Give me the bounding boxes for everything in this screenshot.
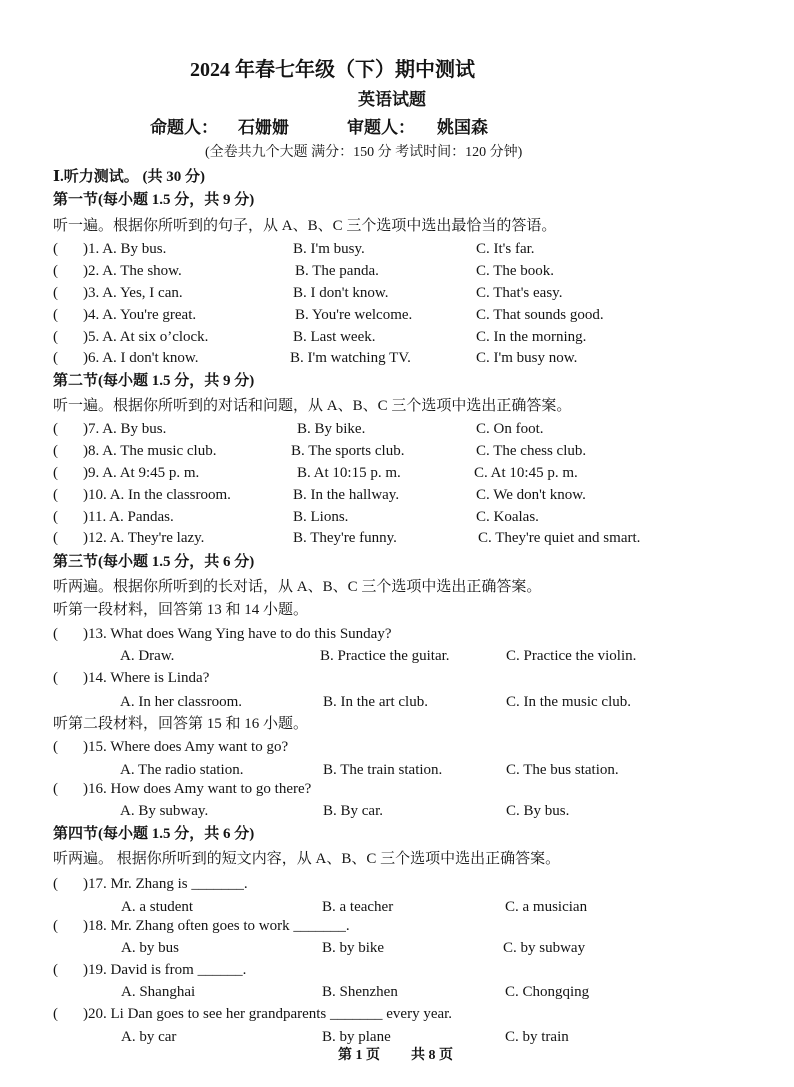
option-b: B. I'm busy. [293,241,365,257]
answer-bracket-open: ( [53,1006,58,1022]
question-stem [83,239,166,259]
option-a: A. Draw. [120,648,175,664]
answer-bracket-open: ( [53,876,58,892]
answer-bracket-open: ( [53,263,58,279]
answer-bracket-close: ) [83,1006,88,1022]
question-row [0,528,794,548]
question-number: 12. [88,530,107,546]
question-number: 6. [88,350,100,366]
answer-bracket-open: ( [53,626,58,642]
question-row [0,668,794,688]
question-row [0,419,794,439]
question-stem [83,507,174,527]
answer-bracket-close: ) [83,626,88,642]
question-stem [83,441,216,461]
question-row [0,1004,794,1024]
instruction-line [0,396,794,416]
question-row [0,779,794,799]
answer-bracket-close: ) [83,241,88,257]
question-stem [83,960,246,980]
option-a: A. Yes, I can. [102,285,183,301]
answer-bracket-close: ) [83,876,88,892]
question-stem [83,916,350,936]
option-a: A. By bus. [102,421,167,437]
section-instruction: 听一遍。根据你所听到的句子，从 A、B、C 三个选项中选出最恰当的答语。 [53,218,557,234]
option-a: A. The show. [102,263,182,279]
question-row [0,348,794,368]
option-b: B. In the art club. [323,694,428,710]
option-a: A. The radio station. [120,762,244,778]
answer-bracket-open: ( [53,241,58,257]
question-text: Li Dan goes to see her grandparents _______ every year. [110,1006,453,1022]
option-b: B. The train station. [323,762,443,778]
option-c: C. That sounds good. [476,307,604,323]
part-heading-line [0,167,794,187]
question-row [0,624,794,644]
option-b: B. You're welcome. [295,307,413,323]
option-b: B. I don't know. [293,285,389,301]
part-heading: Ⅰ.听力测试。 (共 30 分) [53,169,206,185]
option-c: C. By bus. [506,803,570,819]
question-stem [83,624,391,644]
exam-info-line [0,143,794,163]
option-c: C. In the music club. [506,694,631,710]
instruction-line [0,577,794,597]
question-stem [83,1004,452,1024]
answer-bracket-open: ( [53,329,58,345]
question-stem [83,668,209,688]
question-number: 11. [88,509,107,525]
option-c: C. The book. [476,263,555,279]
question-stem [83,874,248,894]
question-number: 20. [88,1006,107,1022]
answer-bracket-close: ) [83,285,88,301]
answer-bracket-open: ( [53,465,58,481]
option-b: B. I'm watching TV. [290,350,411,366]
option-a: A. You're great. [102,307,197,323]
question-row [0,283,794,303]
section-heading-line [0,371,794,391]
answer-bracket-close: ) [83,263,88,279]
answer-bracket-close: ) [83,307,88,323]
page-total: 共 8 页 [411,1048,453,1063]
answer-bracket-open: ( [53,918,58,934]
section-instruction: 听两遍。根据你所听到的长对话，从 A、B、C 三个选项中选出正确答案。 [53,579,542,595]
option-b: B. Shenzhen [322,984,398,1000]
answer-bracket-close: ) [83,962,88,978]
question-text: Mr. Zhang is _______. [110,876,248,892]
section-heading: 第二节(每小题 1.5 分，共 9 分) [53,373,255,389]
question-stem [83,463,199,483]
option-a: A. By bus. [102,241,167,257]
exam-title: 2024 年春七年级（下）期中测试 [190,59,475,81]
answer-bracket-close: ) [83,739,88,755]
option-b: B. By car. [323,803,383,819]
option-c: C. In the morning. [476,329,587,345]
question-number: 5. [88,329,100,345]
exam-subtitle: 英语试题 [358,90,426,109]
question-stem [83,779,311,799]
question-text: How does Amy want to go there? [110,781,312,797]
question-number: 1. [88,241,100,257]
setter-name: 石姗姗 [238,118,289,137]
option-a: A. Pandas. [109,509,174,525]
question-stem [83,419,166,439]
option-c: C. a musician [505,899,588,915]
exam-title-line [0,57,794,83]
answer-bracket-open: ( [53,285,58,301]
section-heading: 第一节(每小题 1.5 分，共 9 分) [53,192,255,208]
answer-bracket-open: ( [53,530,58,546]
option-b: B. Practice the guitar. [320,648,450,664]
answer-bracket-close: ) [83,329,88,345]
question-text: Where is Linda? [110,670,210,686]
instruction-line [0,216,794,236]
options-row [0,897,794,917]
option-b: B. The sports club. [291,443,405,459]
option-a: A. The music club. [102,443,217,459]
option-c: C. On foot. [476,421,544,437]
question-row [0,960,794,980]
option-c: C. Chongqing [505,984,590,1000]
option-c: C. They're quiet and smart. [478,530,641,546]
question-text: Mr. Zhang often goes to work _______. [110,918,350,934]
answer-bracket-open: ( [53,962,58,978]
setter-label: 命题人： [150,118,218,137]
exam-subtitle-line [0,89,794,111]
option-b: B. The panda. [295,263,379,279]
exam-info: (全卷共九个大题 满分：150 分 考试时间：120 分钟) [205,145,523,160]
answer-bracket-close: ) [83,530,88,546]
question-row [0,916,794,936]
options-row [0,801,794,821]
answer-bracket-close: ) [83,443,88,459]
question-number: 13. [88,626,107,642]
question-row [0,874,794,894]
option-b: B. By bike. [297,421,366,437]
answer-bracket-open: ( [53,307,58,323]
option-a: A. In her classroom. [120,694,243,710]
section-instruction: 听一遍。根据你所听到的对话和问题，从 A、B、C 三个选项中选出正确答案。 [53,398,572,414]
section-heading: 第四节(每小题 1.5 分，共 6 分) [53,826,255,842]
question-number: 3. [88,285,100,301]
option-c: C. Practice the violin. [506,648,637,664]
option-b: B. a teacher [322,899,394,915]
question-number: 16. [88,781,107,797]
question-number: 19. [88,962,107,978]
question-stem [83,485,231,505]
question-row [0,737,794,757]
option-a: A. At six o’clock. [102,329,209,345]
reviewer-label: 审题人： [347,118,415,137]
option-c: C. by train [505,1029,569,1045]
question-text: Where does Amy want to go? [110,739,289,755]
instruction-line [0,849,794,869]
options-row [0,982,794,1002]
option-c: C. The bus station. [506,762,619,778]
group-intro-line [0,714,794,734]
question-number: 9. [88,465,100,481]
group-intro: 听第二段材料，回答第 15 和 16 小题。 [53,716,309,732]
question-text: David is from ______. [110,962,247,978]
question-stem [83,305,196,325]
question-number: 7. [88,421,100,437]
answer-bracket-open: ( [53,487,58,503]
question-number: 10. [88,487,107,503]
question-row [0,239,794,259]
answer-bracket-close: ) [83,781,88,797]
group-intro: 听第一段材料，回答第 13 和 14 小题。 [53,602,309,618]
option-a: A. by car [121,1029,177,1045]
option-b: B. Last week. [293,329,376,345]
option-a: A. At 9:45 p. m. [102,465,200,481]
question-row [0,485,794,505]
question-number: 15. [88,739,107,755]
page-number: 第 1 页 [338,1048,380,1063]
group-intro-line [0,600,794,620]
option-a: A. by bus [121,940,179,956]
option-a: A. I don't know. [102,350,199,366]
question-row [0,305,794,325]
question-number: 4. [88,307,100,323]
reviewer-name: 姚国森 [437,118,488,137]
option-a: A. By subway. [120,803,209,819]
question-text: What does Wang Ying have to do this Sunday? [110,626,392,642]
answer-bracket-close: ) [83,487,88,503]
answer-bracket-close: ) [83,670,88,686]
options-row [0,760,794,780]
options-row [0,646,794,666]
question-stem [83,261,182,281]
option-b: B. They're funny. [293,530,397,546]
answer-bracket-open: ( [53,443,58,459]
authors-line [0,117,794,139]
answer-bracket-open: ( [53,781,58,797]
option-b: B. by plane [322,1029,391,1045]
option-c: C. by subway [503,940,586,956]
option-c: C. It's far. [476,241,535,257]
section-heading-line [0,824,794,844]
answer-bracket-close: ) [83,350,88,366]
answer-bracket-open: ( [53,421,58,437]
options-row [0,938,794,958]
option-a: A. a student [121,899,194,915]
option-a: A. Shanghai [121,984,196,1000]
question-number: 8. [88,443,100,459]
answer-bracket-open: ( [53,350,58,366]
question-row [0,463,794,483]
options-row [0,692,794,712]
section-heading-line [0,190,794,210]
question-number: 14. [88,670,107,686]
option-c: C. I'm busy now. [476,350,578,366]
question-row [0,327,794,347]
answer-bracket-open: ( [53,670,58,686]
options-row [0,1027,794,1047]
option-a: A. They're lazy. [109,530,205,546]
question-row [0,441,794,461]
answer-bracket-close: ) [83,421,88,437]
option-c: C. The chess club. [476,443,587,459]
option-c: C. We don't know. [476,487,586,503]
answer-bracket-close: ) [83,509,88,525]
question-stem [83,348,199,368]
answer-bracket-open: ( [53,509,58,525]
question-stem [83,737,288,757]
option-c: C. At 10:45 p. m. [474,465,578,481]
option-c: C. That's easy. [476,285,563,301]
option-b: B. by bike [322,940,385,956]
question-number: 18. [88,918,107,934]
answer-bracket-close: ) [83,918,88,934]
option-c: C. Koalas. [476,509,539,525]
page-footer [0,1046,794,1066]
question-row [0,261,794,281]
answer-bracket-open: ( [53,739,58,755]
question-number: 2. [88,263,100,279]
section-heading-line [0,552,794,572]
question-stem [83,528,204,548]
section-heading: 第三节(每小题 1.5 分，共 6 分) [53,554,255,570]
option-b: B. In the hallway. [293,487,400,503]
question-number: 17. [88,876,107,892]
section-instruction: 听两遍。 根据你所听到的短文内容，从 A、B、C 三个选项中选出正确答案。 [53,851,561,867]
option-a: A. In the classroom. [109,487,231,503]
answer-bracket-close: ) [83,465,88,481]
option-b: B. Lions. [293,509,349,525]
question-stem [83,283,183,303]
question-row [0,507,794,527]
option-b: B. At 10:15 p. m. [297,465,401,481]
question-stem [83,327,208,347]
